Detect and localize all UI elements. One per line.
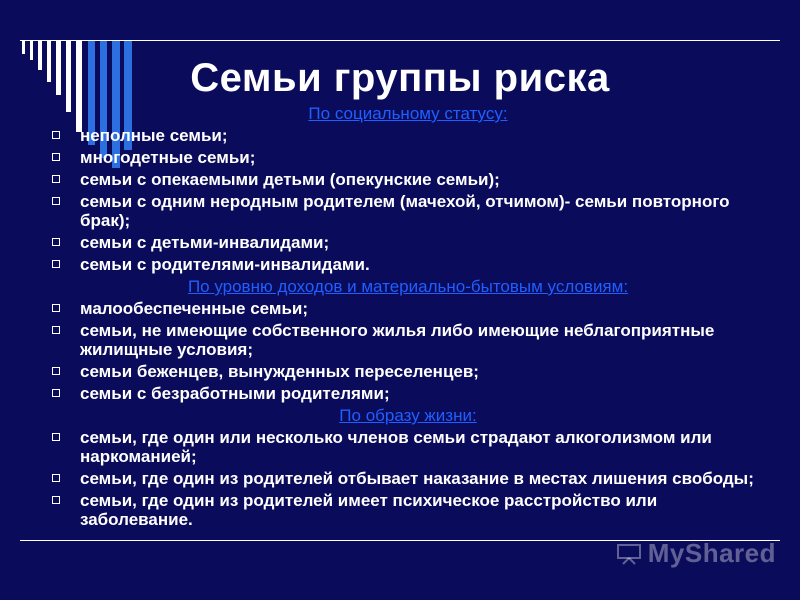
section-heading-income[interactable]: По уровню доходов и материально-бытовым условиям: [187,277,629,296]
list-item: семьи с детьми-инвалидами; [48,233,768,252]
square-bullet-icon [52,131,60,139]
watermark [616,538,776,569]
list-item: семьи, где один из родителей отбывает наказание в местах лишения свободы; [48,469,768,488]
section-heading-social-status[interactable]: По социальному статусу: [308,104,508,123]
square-bullet-icon [52,197,60,205]
list-item: семьи, где один или несколько членов семьи страдают алкоголизмом или наркоманией; [48,428,768,466]
content [48,104,768,532]
list-item: малообеспеченные семьи; [48,299,768,318]
watermark-text: MyShared [647,538,776,568]
square-bullet-icon [52,304,60,312]
square-bullet-icon [52,260,60,268]
presentation-board-icon [616,543,642,565]
list-item: семьи, не имеющие собственного жилья либо имеющие неблагоприятные жилищные условия; [48,321,768,359]
square-bullet-icon [52,389,60,397]
square-bullet-icon [52,238,60,246]
list-item: семьи с одним неродным родителем (мачехой, отчимом)- семьи повторного брак); [48,192,768,230]
list-item: семьи с родителями-инвалидами. [48,255,768,274]
section-heading-lifestyle[interactable]: По образу жизни: [339,406,477,425]
slide-title: Семьи группы риска [190,56,610,100]
square-bullet-icon [52,175,60,183]
list-item: семьи беженцев, вынужденных переселенцев; [48,362,768,381]
list-item: семьи с опекаемыми детьми (опекунские семьи); [48,170,768,189]
square-bullet-icon [52,326,60,334]
list-item: неполные семьи; [48,126,768,145]
square-bullet-icon [52,153,60,161]
square-bullet-icon [52,496,60,504]
square-bullet-icon [52,433,60,441]
square-bullet-icon [52,367,60,375]
square-bullet-icon [52,474,60,482]
top-divider [20,40,780,41]
list-item: семьи, где один из родителей имеет психическое расстройство или заболевание. [48,491,768,529]
list-item: семьи с безработными родителями; [48,384,768,403]
list-item: многодетные семьи; [48,148,768,167]
